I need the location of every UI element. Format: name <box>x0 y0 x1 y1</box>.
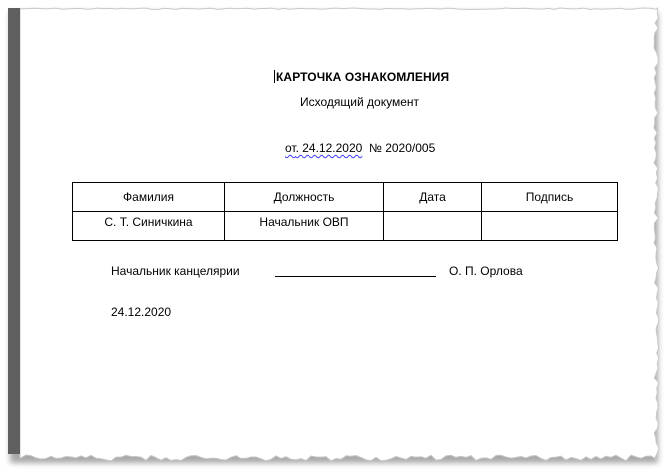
acquaintance-table <box>72 182 618 241</box>
table-header-row <box>73 183 618 212</box>
document-date-line <box>285 141 435 155</box>
date-prefix: от <box>285 141 296 155</box>
document-title-text: КАРТОЧКА ОЗНАКОМЛЕНИЯ <box>276 70 450 84</box>
document-title <box>274 70 449 84</box>
number-label: № <box>368 141 382 155</box>
cell-surname: С. Т. Синичкина <box>73 212 225 241</box>
cell-signature <box>482 212 618 241</box>
cell-position: Начальник ОВП <box>225 212 384 241</box>
signature-line <box>275 276 436 277</box>
document-date: 24.12.2020 <box>302 141 363 155</box>
header-position: Должность <box>225 183 384 212</box>
table-row <box>73 212 618 241</box>
header-signature: Подпись <box>482 183 618 212</box>
footer-date: 24.12.2020 <box>111 305 172 319</box>
date-dot: . <box>295 141 303 155</box>
text-cursor <box>274 70 275 83</box>
document-number: 2020/005 <box>385 141 436 155</box>
signer-position: Начальник канцелярии <box>111 264 240 278</box>
spacer <box>362 141 369 155</box>
signer-name: О. П. Орлова <box>449 264 523 278</box>
header-surname: Фамилия <box>73 183 225 212</box>
header-date: Дата <box>384 183 482 212</box>
cell-date <box>384 212 482 241</box>
document-subtitle: Исходящий документ <box>300 95 419 109</box>
